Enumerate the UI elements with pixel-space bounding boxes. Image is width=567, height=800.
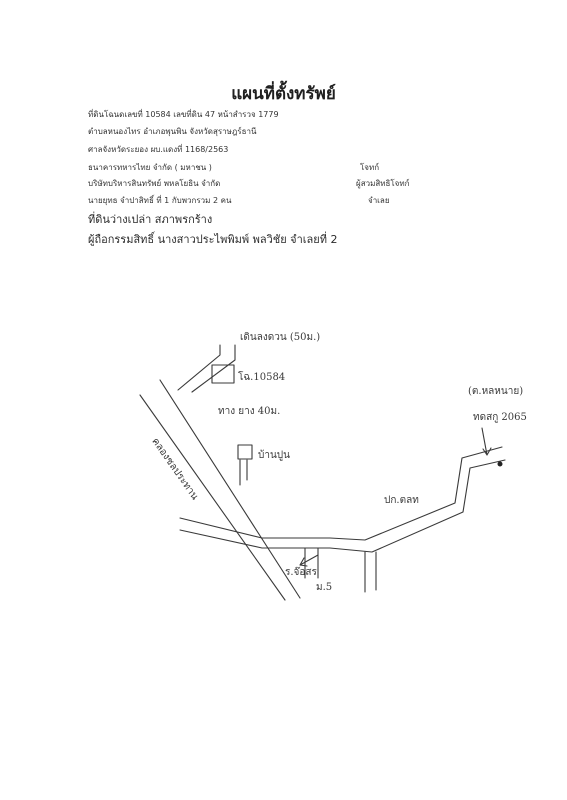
distance-label: ทาง ยาง 40ม. bbox=[218, 406, 281, 417]
house-label: บ้านปูน bbox=[258, 450, 290, 461]
sign-label: (ต.หลหนาย) bbox=[468, 386, 524, 397]
successor-role: ผู้สวมสิทธิโจทก์ bbox=[356, 179, 410, 188]
parcel-label: โฉ.10584 bbox=[238, 372, 286, 383]
sign-arrow bbox=[482, 428, 491, 455]
document-title: แผนที่ตั้งทรัพย์ bbox=[231, 84, 336, 104]
house-box bbox=[238, 445, 252, 459]
successor-name: บริษัทบริหารสินทรัพย์ พหลโยธิน จำกัด bbox=[88, 179, 221, 188]
defendant-name: นายยุทธ จำปาสิทธิ์ ที่ 1 กับพวกรวม 2 คน bbox=[88, 196, 232, 205]
defendant-role: จำเลย bbox=[368, 196, 390, 205]
north-neighbor-label: เดินลงดวน (50ม.) bbox=[240, 332, 321, 343]
land-status-line: ที่ดินว่างเปล่า สภาพรกร้าง bbox=[88, 213, 213, 226]
village-label: ม.5 bbox=[316, 582, 333, 593]
location-dot bbox=[498, 462, 502, 466]
road-label: ปก.ตลท bbox=[384, 495, 419, 506]
plaintiff-name: ธนาคารทหารไทย จำกัด ( มหาชน ) bbox=[88, 163, 212, 172]
north-lane-east bbox=[192, 345, 235, 392]
owner-line: ผู้ถือกรรมสิทธิ์ นางสาวประไพพิมพ์ พลวิชัย จำเลยที่ 2 bbox=[88, 233, 338, 246]
junction-label: ร.จ๊อสร bbox=[285, 567, 317, 578]
sign-label-2: ทดสกู 2065 bbox=[473, 412, 527, 423]
location-info-line: ตำบลหนองไทร อำเภอพุนพิน จังหวัดสุราษฎร์ธานี bbox=[88, 127, 257, 136]
canal-west-bank bbox=[140, 395, 285, 600]
deed-info-line: ที่ดินโฉนดเลขที่ 10584 เลขที่ดิน 47 หน้าสำรวจ 1779 bbox=[88, 110, 279, 119]
canal-label: คลองชลประทาน bbox=[149, 436, 201, 503]
plaintiff-role: โจทก์ bbox=[360, 163, 380, 172]
main-road-north-edge bbox=[180, 447, 502, 540]
court-info-line: ศาลจังหวัดระยอง ผบ.แดงที่ 1168/2563 bbox=[88, 145, 229, 154]
